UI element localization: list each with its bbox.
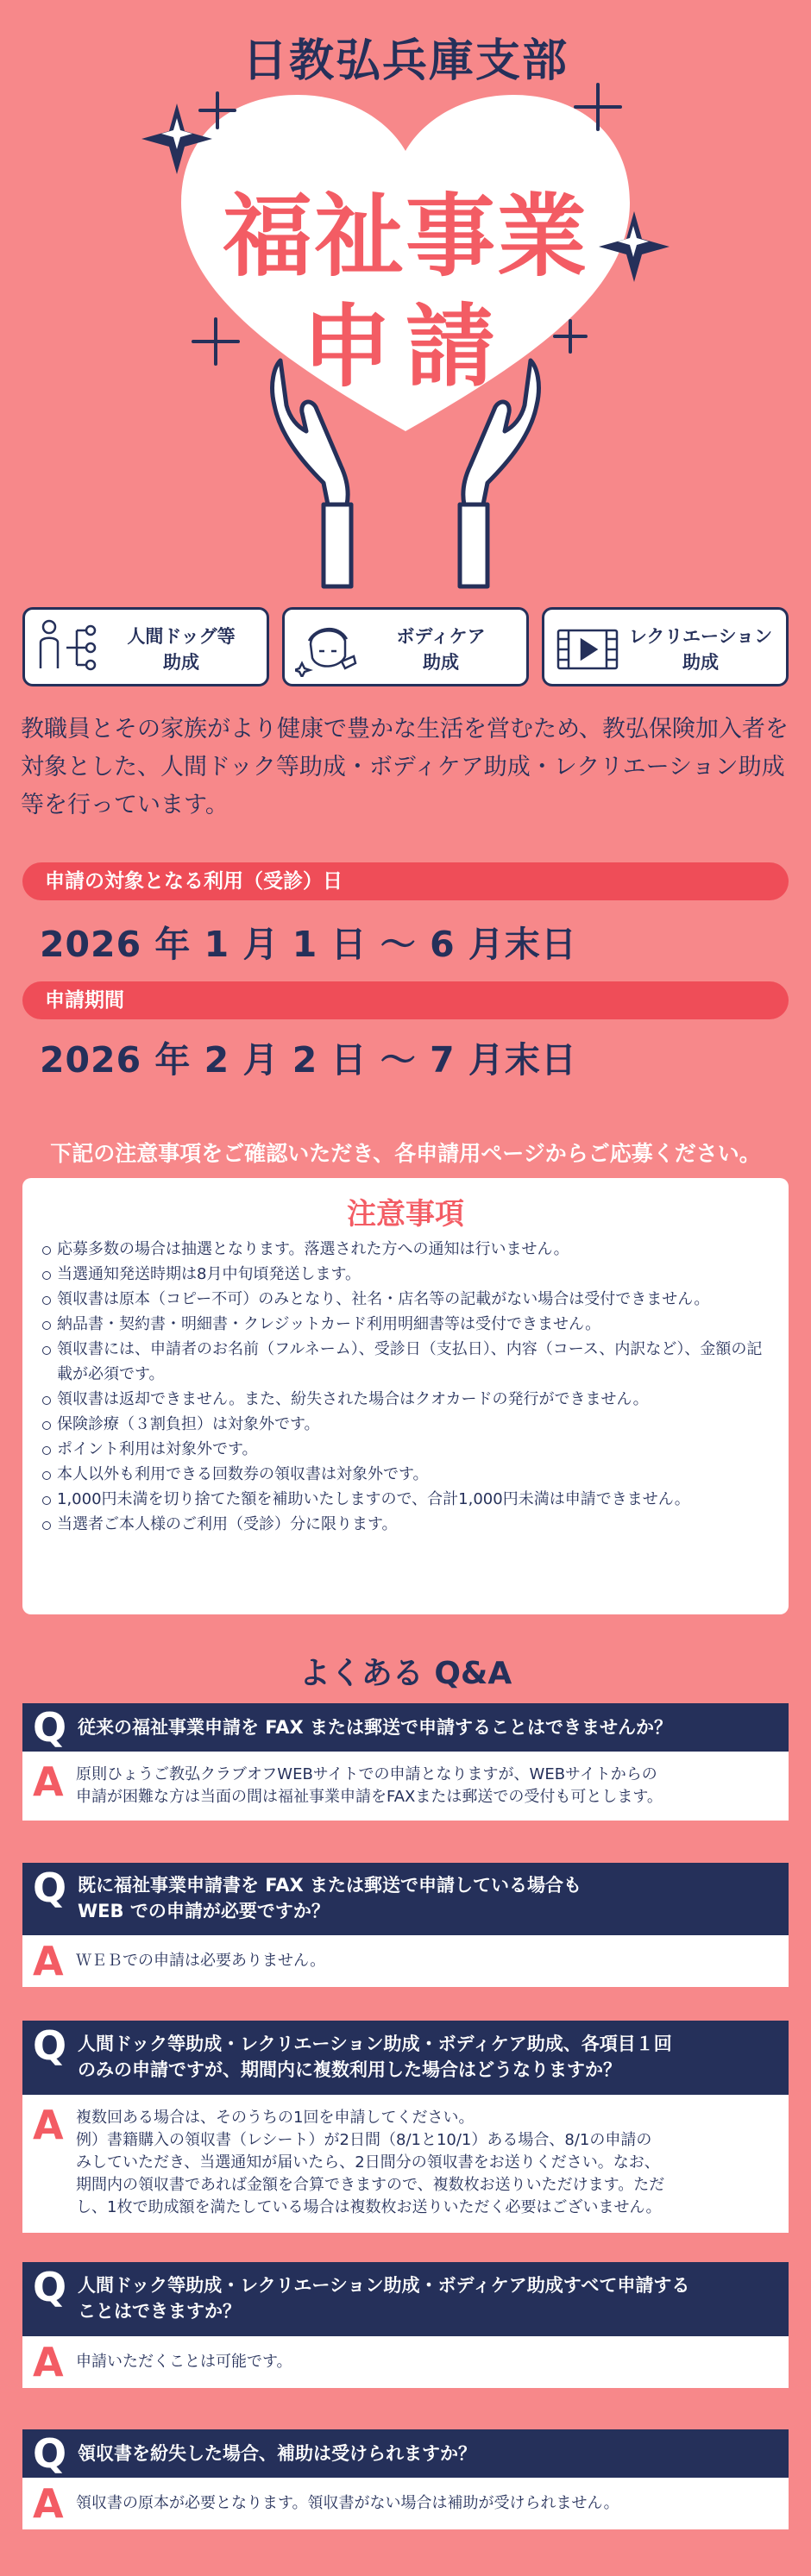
faq-answer-box [22, 2095, 789, 2233]
notice-item: 領収書は原本（コピー不可）のみとなり、社名・店名等の記載がない場合は受付できません。 [41, 1287, 763, 1312]
faq-question: 人間ドック等助成・レクリエーション助成・ボディケア助成、各項目１回 のみの申請ですが、期間内に複数利用した場合はどうなりますか？ [78, 2034, 672, 2080]
answer-mark-icon: A [33, 2102, 64, 2148]
notice-box [22, 1178, 789, 1614]
faq-answer-box [22, 2478, 789, 2529]
usage-period-label: 申請の対象となる利用（受診）日 [22, 862, 789, 900]
answer-mark-icon: A [33, 2339, 64, 2385]
notice-title: 注意事項 [347, 1197, 464, 1232]
notice-item: 1,000円未満を切り捨てた額を補助いたしますので、合計1,000円未満は申請できません。 [41, 1487, 763, 1512]
notice-item: 当選通知発送時期は8月中旬頃発送します。 [41, 1262, 763, 1287]
answer-mark-icon: A [33, 2480, 64, 2527]
faq-item [22, 1863, 789, 1987]
faq-heading: よくある Q&A [299, 1656, 512, 1691]
faq-item [22, 1703, 789, 1821]
category-button-body-care[interactable] [282, 607, 529, 686]
faq-question-bar [22, 1863, 789, 1935]
faq-answer-box [22, 1935, 789, 1987]
notice-list [41, 1237, 763, 1537]
application-period-value: 2026 年 2 月 2 日 〜 7 月末日 [40, 1039, 577, 1081]
question-mark-icon: Q [33, 2430, 67, 2477]
notice-item: 納品書・契約書・明細書・クレジットカード利用明細書等は受付できません。 [41, 1312, 763, 1337]
notice-lead: 下記の注意事項をご確認いただき、各申請用ページからご応募ください。 [50, 1141, 761, 1166]
category-buttons [22, 607, 789, 686]
video-play-icon [555, 618, 620, 677]
question-mark-icon: Q [33, 2022, 67, 2069]
faq-item [22, 2429, 789, 2529]
answer-mark-icon: A [33, 1938, 64, 1984]
question-mark-icon: Q [33, 2264, 67, 2310]
notice-item: 保険診療（３割負担）は対象外です。 [41, 1412, 763, 1437]
category-button-recreation[interactable] [542, 607, 789, 686]
faq-answer: 領収書の原本が必要となります。領収書がない場合は補助が受けられません。 [76, 2494, 619, 2512]
faq-answer: ＷＥＢでの申請は必要ありません。 [76, 1952, 326, 1970]
usage-period-value: 2026 年 1 月 1 日 〜 6 月末日 [40, 924, 577, 965]
faq-item [22, 2021, 789, 2233]
faq-question: 既に福祉事業申請書を FAX または郵送で申請している場合も WEB での申請が必要ですか？ [78, 1875, 582, 1921]
medical-checkup-icon [35, 618, 101, 677]
notice-item: 領収書は返却できません。また、紛失された場合はクオカードの発行ができません。 [41, 1387, 763, 1412]
page-title-line2: 申請 [301, 294, 509, 399]
category-label: 人間ドッグ等 助成 [127, 626, 236, 673]
question-mark-icon: Q [33, 1704, 67, 1751]
faq-answer-box [22, 2336, 789, 2388]
faq-question: 人間ドック等助成・レクリエーション助成・ボディケア助成すべて申請する ことはできますか？ [78, 2275, 690, 2322]
faq-answer: 申請いただくことは可能です。 [76, 2353, 292, 2371]
application-period-label: 申請期間 [22, 981, 789, 1019]
org-name: 日教弘兵庫支部 [242, 35, 569, 87]
notice-item: 当選者ご本人様のご利用（受診）分に限ります。 [41, 1512, 763, 1537]
notice-item: 応募多数の場合は抽選となります。落選された方への通知は行いません。 [41, 1237, 763, 1262]
faq-question-bar [22, 2429, 789, 2478]
intro-text: 教職員とその家族がより健康で豊かな生活を営むため、教弘保険加入者を対象とした、人間ドック等助成・ボディケア助成・レクリエーション助成等を行っています。 [21, 716, 789, 818]
faq-answer: 複数回ある場合は、そのうちの1回を申請してください。 例）書籍購入の領収書（レシート）が2日間（8/1と10/1）ある場合、8/1の申請の みしていただき、当選通知が届いたら、2日間分の領収書をお送りください。なお、 期間内の領収書であれば金額を合算できますので、複数枚お送りいただけます。ただ し、1枚で助成額を満たしている場合は複数枚お送りいただく必要はございません。 [76, 2109, 665, 2216]
category-label: ボディケア 助成 [396, 626, 486, 673]
notice-item: ポイント利用は対象外です。 [41, 1437, 763, 1462]
page-title: 福祉事業 [222, 184, 588, 289]
faq-question-bar [22, 2262, 789, 2336]
answer-mark-icon: A [33, 1758, 64, 1805]
notice-item: 領収書には、申請者のお名前（フルネーム）、受診日（支払日）、内容（コース、内訳など）、金額の記載が必須です。 [41, 1337, 763, 1387]
hero [0, 0, 811, 595]
category-button-medical-checkup[interactable] [22, 607, 269, 686]
faq-question: 領収書を紛失した場合、補助は受けられますか？ [78, 2443, 476, 2464]
faq-answer-box [22, 1752, 789, 1821]
body-care-icon [295, 618, 361, 677]
faq-item [22, 2262, 789, 2388]
faq-question-bar [22, 1703, 789, 1752]
faq-question: 従来の福祉事業申請を FAX または郵送で申請することはできませんか？ [78, 1717, 672, 1738]
question-mark-icon: Q [33, 1865, 67, 1911]
faq-answer: 原則ひょうご教弘クラブオフWEBサイトでの申請となりますが、WEBサイトからの 申請が困難な方は当面の間は福祉事業申請をFAXまたは郵送での受付も可とします。 [76, 1765, 663, 1806]
faq-question-bar [22, 2021, 789, 2095]
category-label: レクリエーション 助成 [628, 626, 773, 673]
notice-item: 本人以外も利用できる回数券の領収書は対象外です。 [41, 1462, 763, 1487]
